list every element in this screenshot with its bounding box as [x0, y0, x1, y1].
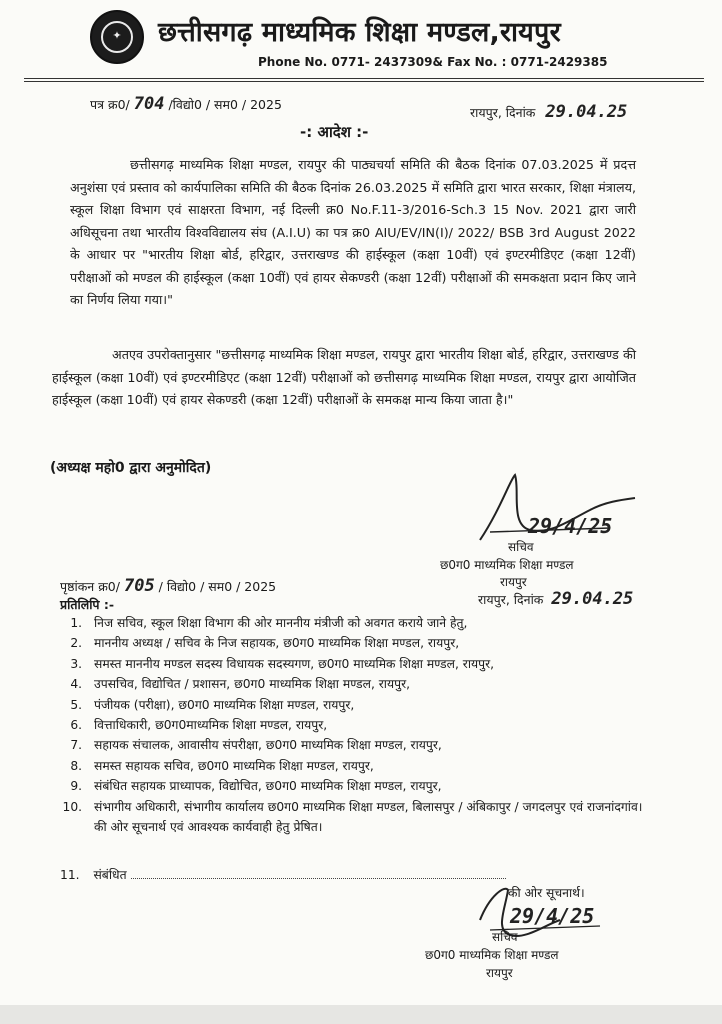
letterhead-divider-2 — [24, 81, 704, 82]
order-date: 29.04.25 — [545, 102, 628, 122]
signature-2-office: छ0ग0 माध्यमिक शिक्षा मण्डल — [425, 948, 559, 962]
approval-note: (अध्यक्ष महो0 द्वारा अनुमोदित) — [50, 460, 212, 476]
letterhead-divider — [24, 78, 704, 79]
order-paragraph-2: अतएव उपरोक्तानुसार "छत्तीसगढ़ माध्यमिक शिक्षा मण्डल, रायपुर द्वारा भारतीय शिक्षा बोर्ड, हरिद्वार, उत्तराखण्ड की हाईस्कूल (कक्षा 10वीं) एवं इण्टरमीडिएट (कक्षा 12वीं) परीक्षाओं को छत्तीसगढ़ माध्यमिक शिक्षा मण्डल, रायपुर द्वारा आयोजित हाईस्कूल (कक्षा 10वीं) एवं हायर सेकण्डरी (कक्षा 12वीं) परीक्षाओं के समकक्ष मान्य किया जाता है।" — [52, 347, 636, 407]
signature-1 — [470, 470, 650, 550]
order-place-date — [470, 102, 627, 122]
copy-11-number: 11. — [60, 868, 80, 882]
endorsement-suffix: / विद्यो0 / सम0 / 2025 — [158, 579, 277, 594]
signature-2-date: 29/4/25 — [510, 904, 595, 928]
copy-item: 5. पंजीयक (परीक्षा), छ0ग0 माध्यमिक शिक्षा मण्डल, रायपुर, — [86, 695, 656, 715]
copy-11-blank-line — [131, 868, 506, 879]
order-body — [70, 154, 636, 312]
board-emblem-logo — [90, 10, 144, 64]
emblem-symbol: ✦ — [112, 29, 122, 42]
endorsement-place-date-label: रायपुर, दिनांक — [478, 592, 544, 607]
endorsement-reference — [60, 576, 276, 596]
endorsement-date: 29.04.25 — [551, 589, 634, 609]
copy-11-suffix: की ओर सूचनार्थ। — [508, 886, 585, 900]
copy-item: 2. माननीय अध्यक्ष / सचिव के निज सहायक, छ0ग0 माध्यमिक शिक्षा मण्डल, रायपुर, — [86, 633, 656, 653]
copy-item: 1. निज सचिव, स्कूल शिक्षा विभाग की ओर माननीय मंत्रीजी को अवगत कराये जाने हेतु, — [86, 613, 656, 633]
order-paragraph-1: छत्तीसगढ़ माध्यमिक शिक्षा मण्डल, रायपुर की पाठ्यचर्या समिति की बैठक दिनांक 07.03.2025 में प्रदत्त अनुशंसा एवं प्रस्ताव को कार्यपालिका समिति की बैठक दिनांक 26.03.2025 में समिति द्वारा भारत सरकार, शिक्षा मंत्रालय, स्कूल शिक्षा विभाग एवं साक्षरता विभाग, नई दिल्ली क्र0 No.F.11-3/2016-Sch.3 15 Nov. 2021 द्वारा जारी अधिसूचना तथा भारतीय विश्वविद्यालय संघ (A.I.U) का पत्र क्र0 AIU/EV/IN(I)/ 2022/ BSB 3rd August 2022 के आधार पर "भारतीय शिक्षा बोर्ड, हरिद्वार, उत्तराखण्ड की हाईस्कूल (कक्षा 10वीं) एवं इण्टरमीडिएट (कक्षा 12वीं) परीक्षाओं को मण्डल की हाईस्कूल (कक्षा 10वीं) एवं हायर सेकण्डरी (कक्षा 12वीं) परीक्षाओं की समकक्षता प्रदान किए जाने का निर्णय लिया गया।" — [70, 157, 636, 307]
copy-item: 6. वित्ताधिकारी, छ0ग0माध्यमिक शिक्षा मण्डल, रायपुर, — [86, 715, 656, 735]
copy-item: 4. उपसचिव, विद्योचित / प्रशासन, छ0ग0 माध्यमिक शिक्षा मण्डल, रायपुर, — [86, 674, 656, 694]
copy-11-label: संबंधित — [93, 868, 127, 882]
order-heading: -: आदेश :- — [300, 123, 369, 141]
signature-2-city: रायपुर — [486, 966, 513, 980]
order-reference — [90, 94, 282, 114]
signature-1-city: रायपुर — [500, 575, 527, 589]
signature-1-date: 29/4/25 — [528, 514, 613, 538]
endorsement-place-date — [478, 589, 633, 609]
signature-1-designation: सचिव — [508, 540, 534, 554]
copy-item: 3. समस्त माननीय मण्डल सदस्य विधायक सदस्यगण, छ0ग0 माध्यमिक शिक्षा मण्डल, रायपुर, — [86, 654, 656, 674]
copy-item: 7. सहायक संचालक, आवासीय संपरीक्षा, छ0ग0 माध्यमिक शिक्षा मण्डल, रायपुर, — [86, 735, 656, 755]
copy-item-11 — [60, 866, 506, 883]
copy-item: 9. संबंधित सहायक प्राध्यापक, विद्योचित, छ0ग0 माध्यमिक शिक्षा मण्डल, रायपुर, — [86, 776, 656, 796]
endorsement-number: 705 — [123, 576, 155, 596]
order-place-date-label: रायपुर, दिनांक — [470, 105, 536, 120]
copy-item: 10. संभागीय अधिकारी, संभागीय कार्यालय छ0ग0 माध्यमिक शिक्षा मण्डल, बिलासपुर / अंबिकापुर / जगदलपुर एवं राजनांदगांव। की ओर सूचनार्थ एवं आवश्यक कार्यवाही हेतु प्रेषित। — [86, 797, 656, 838]
order-body-2 — [52, 344, 636, 412]
order-ref-number: 704 — [133, 94, 165, 114]
signature-1-office: छ0ग0 माध्यमिक शिक्षा मण्डल — [440, 558, 574, 572]
copy-heading: प्रतिलिपि :- — [60, 597, 115, 612]
copy-list — [58, 613, 656, 837]
endorsement-prefix: पृष्ठांकन क्र0/ — [60, 579, 120, 594]
emblem-ring — [101, 21, 133, 53]
order-ref-prefix: पत्र क्र0/ — [90, 97, 130, 112]
signature-2-designation: सचिव — [492, 930, 518, 944]
letterhead-title: छत्तीसगढ़ माध्यमिक शिक्षा मण्डल,रायपुर — [158, 17, 561, 48]
order-ref-suffix: /विद्यो0 / सम0 / 2025 — [168, 97, 282, 112]
letterhead-contact: Phone No. 0771- 2437309& Fax No. : 0771-2429385 — [258, 55, 608, 69]
copy-item: 8. समस्त सहायक सचिव, छ0ग0 माध्यमिक शिक्षा मण्डल, रायपुर, — [86, 756, 656, 776]
